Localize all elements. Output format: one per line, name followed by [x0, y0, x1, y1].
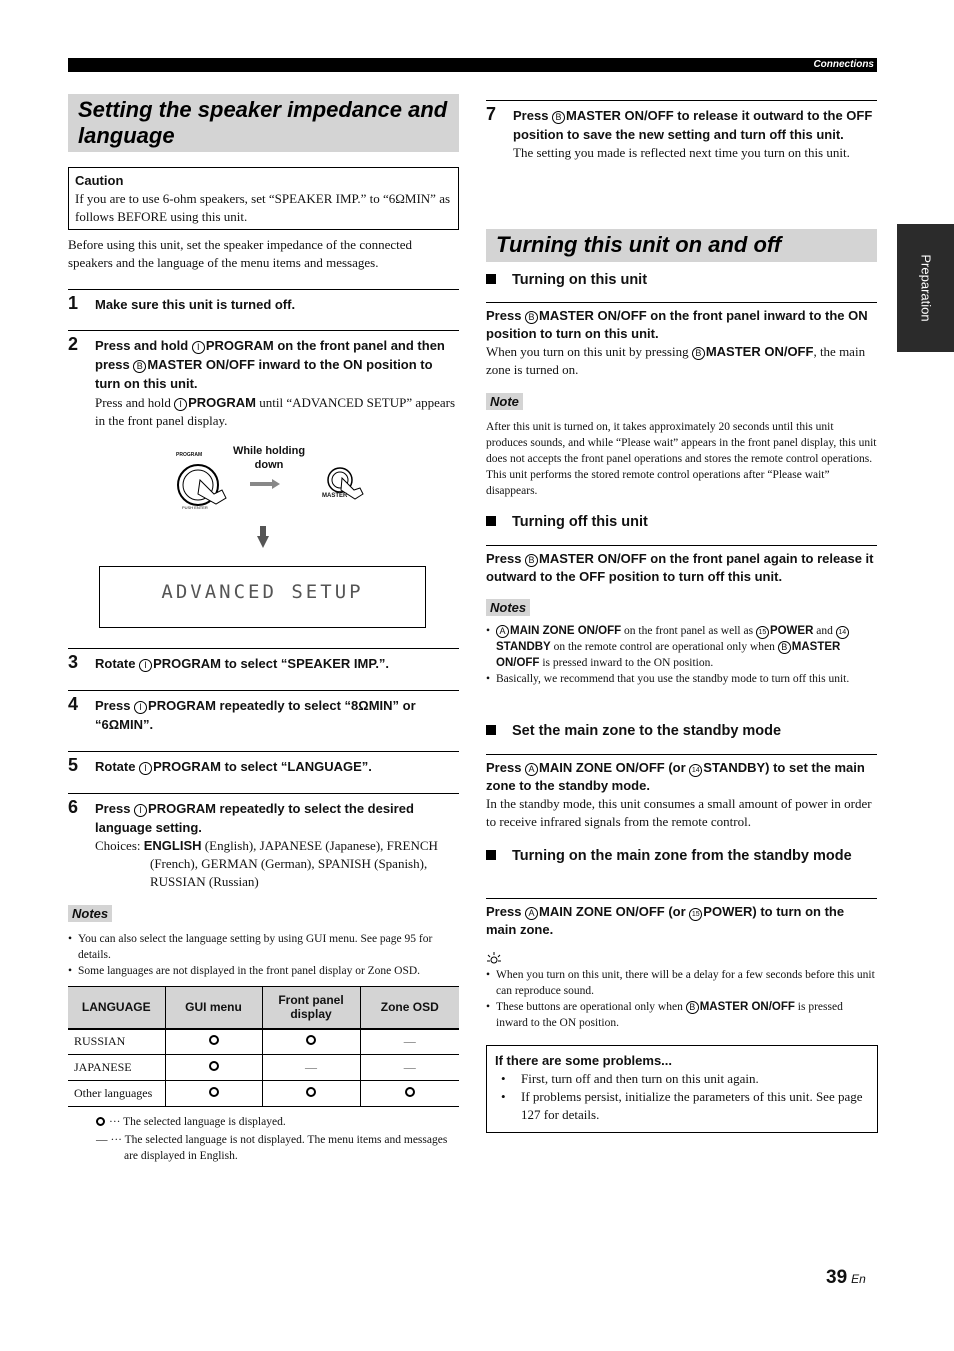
master-key-icon: B — [686, 1001, 699, 1014]
table-body — [68, 1029, 459, 1107]
divider — [486, 545, 877, 546]
step-number: 5 — [68, 755, 79, 775]
subheading-turning-on — [486, 271, 877, 290]
caution-title: Caution — [75, 173, 124, 188]
table-header: Front panel display — [262, 987, 360, 1029]
problem-item: • First, turn off and then turn on this unit again. — [501, 1070, 869, 1088]
header-bar — [68, 58, 877, 72]
standby-key-label: STANDBY — [496, 641, 551, 653]
program-key-label: PROGRAM — [205, 338, 274, 353]
subheading-turning-off — [486, 513, 877, 532]
holding-label: While holding down — [232, 445, 306, 471]
text: until “ADVANCED SETUP” appears in the front panel display. — [95, 395, 456, 428]
tip-lightbulb-icon — [486, 951, 502, 967]
square-bullet-icon — [486, 725, 496, 735]
text: to select “SPEAKER IMP.”. — [220, 656, 390, 671]
choices-label: Choices: — [95, 838, 144, 853]
text: inward to the ON position to turn on this unit. — [95, 357, 433, 391]
choice-english: ENGLISH — [143, 838, 202, 853]
text: is pressed inward to the ON position. — [496, 1001, 843, 1029]
note-label: Note — [486, 393, 523, 410]
text: Rotate — [95, 759, 140, 774]
left-section-heading — [68, 94, 459, 152]
step-title — [95, 331, 459, 393]
power-key-icon: 15 — [689, 908, 702, 921]
master-key-label: MASTER ON/OFF — [496, 641, 841, 669]
dash-icon: — — [305, 1060, 317, 1074]
dash-icon: — — [403, 1060, 416, 1074]
standby-key-icon: 14 — [689, 764, 702, 777]
subheading-standby — [486, 722, 877, 741]
left-notes — [68, 905, 459, 979]
power-key-icon: 15 — [756, 626, 769, 639]
text: on the front panel inward to the ON position to turn on this unit. — [486, 308, 868, 341]
notes-label: Notes — [486, 599, 530, 616]
text: on the remote control are operational only when — [550, 641, 778, 653]
table-cell — [360, 1029, 459, 1055]
table-cell-language: JAPANESE — [68, 1055, 165, 1081]
master-key-label: MASTER ON/OFF — [539, 308, 647, 323]
right-section-title: Turning this unit on and off — [496, 232, 782, 257]
table-legend — [96, 1114, 459, 1164]
tip-item — [486, 999, 877, 1031]
problems-list — [501, 1070, 869, 1124]
table-cell — [262, 1029, 360, 1055]
subheading-from-standby — [486, 847, 877, 866]
text: Press — [486, 760, 526, 775]
program-key-label: PROGRAM — [188, 395, 256, 410]
table-header: LANGUAGE — [68, 987, 165, 1029]
table-cell — [165, 1081, 262, 1107]
text: , the main zone is turned on. — [486, 344, 866, 377]
text: on the front panel again to release it outward to the OFF position to turn off this unit. — [486, 551, 874, 584]
program-key-label: PROGRAM — [153, 759, 221, 774]
text: These buttons are operational only when — [496, 1001, 686, 1013]
note-item: • Some languages are not displayed in the front panel display or Zone OSD. — [68, 963, 459, 979]
step-title — [95, 696, 459, 734]
instruction — [486, 759, 877, 795]
program-key-icon: I — [139, 659, 152, 672]
notes-list — [68, 931, 459, 979]
program-key-icon: I — [134, 804, 147, 817]
text: Press — [513, 108, 553, 123]
problem-item: • If problems persist, initialize the parameters of this unit. See page 127 for details. — [501, 1088, 869, 1124]
tips-list — [486, 967, 877, 1031]
master-key-icon: B — [525, 554, 538, 567]
subheading-text: Turning on this unit — [512, 272, 648, 288]
step-2 — [68, 330, 459, 430]
text: Press — [486, 551, 526, 566]
note-text: After this unit is turned on, it takes approximately 20 seconds until this unit produces sounds, and while “Please wait” appears in the front panel display, this unit does not accepts the front panel operations and stores the remote control operations. This unit performs the stored remote control operations after “Please wait” disappears. — [486, 421, 877, 497]
step-title — [95, 794, 459, 837]
master-key-label: MASTER ON/OFF — [699, 1001, 795, 1013]
note-item: • Basically, we recommend that you use the standby mode to turn off this unit. — [486, 671, 877, 687]
legend-item — [96, 1132, 459, 1164]
text: Press — [486, 904, 526, 919]
table-cell — [360, 1081, 459, 1107]
lcd-text: ADVANCED SETUP — [161, 581, 364, 603]
main-zone-key-label: MAIN ZONE ON/OFF — [539, 904, 665, 919]
from-standby-block — [486, 903, 877, 1031]
side-tab-label: Preparation — [918, 254, 933, 322]
step-title — [95, 757, 372, 776]
table-cell-language: RUSSIAN — [68, 1029, 165, 1055]
section-name: Connections — [813, 59, 874, 70]
text: Press — [95, 698, 135, 713]
table-cell — [165, 1055, 262, 1081]
divider — [486, 302, 877, 303]
page-footer — [826, 1267, 866, 1289]
program-key-icon: I — [134, 701, 147, 714]
description: In the standby mode, this unit consumes a small amount of power in order to receive infrared signals from the remote control. — [486, 796, 872, 829]
problems-title: If there are some problems... — [495, 1053, 673, 1068]
master-key-icon: B — [552, 111, 565, 124]
circle-icon — [209, 1087, 219, 1097]
turning-on-block — [486, 307, 877, 499]
table-row — [68, 1029, 459, 1055]
master-key-icon: B — [692, 347, 705, 360]
text: on the front panel and then press — [95, 338, 445, 372]
left-section-title: Setting the speaker impedance and language — [78, 97, 448, 148]
table-row — [68, 1081, 459, 1107]
circle-icon — [405, 1087, 415, 1097]
standby-key-label: STANDBY — [703, 760, 766, 775]
legend-text: ··· The selected language is not displayed. The menu items and messages are displayed in English. — [110, 1134, 448, 1162]
program-label: PROGRAM — [176, 452, 203, 458]
instruction — [486, 903, 877, 939]
main-zone-key-icon: A — [525, 763, 538, 776]
table-cell — [165, 1029, 262, 1055]
text: repeatedly to select the desired language setting. — [95, 801, 414, 835]
text: Press — [486, 308, 526, 323]
subheading-text: Set the main zone to the standby mode — [512, 723, 782, 739]
right-section-heading — [486, 229, 877, 262]
front-panel-figure — [160, 440, 390, 555]
intro-text: Before using this unit, set the speaker impedance of the connected speakers and the language of the menu items and messages. — [68, 237, 413, 270]
text: Press — [95, 801, 135, 816]
dash-icon: — — [403, 1034, 416, 1049]
program-key-icon: I — [192, 341, 205, 354]
choices-rest: (English), JAPANESE (Japanese), FRENCH (French), GERMAN (German), SPANISH (Spanish), RUSSIAN (Russian) — [150, 838, 438, 889]
instruction — [486, 307, 877, 343]
step-5 — [68, 751, 459, 783]
table-header: GUI menu — [165, 987, 262, 1029]
step-title: Make sure this unit is turned off. — [95, 297, 296, 312]
text: (or — [664, 904, 690, 919]
text: Rotate — [95, 656, 140, 671]
dash-icon: — — [96, 1134, 108, 1146]
step-number: 1 — [68, 293, 79, 313]
program-key-icon: I — [139, 762, 152, 775]
table-header: Zone OSD — [360, 987, 459, 1029]
square-bullet-icon — [486, 274, 496, 284]
master-key-label: MASTER ON/OFF — [539, 551, 647, 566]
master-key-icon: B — [133, 360, 146, 373]
square-bullet-icon — [486, 850, 496, 860]
text: ) to turn on the main zone. — [486, 904, 845, 937]
page-number: 39 — [826, 1267, 848, 1288]
main-zone-key-label: MAIN ZONE ON/OFF — [510, 625, 622, 637]
circle-icon — [209, 1061, 219, 1071]
caution-box — [68, 167, 459, 230]
circle-icon — [306, 1087, 316, 1097]
circle-icon — [306, 1035, 316, 1045]
side-tab — [897, 224, 954, 352]
master-key-icon: B — [525, 311, 538, 324]
page-lang: En — [851, 1272, 866, 1286]
table-cell — [360, 1055, 459, 1081]
main-zone-key-label: MAIN ZONE ON/OFF — [539, 760, 665, 775]
step-number: 3 — [68, 652, 79, 672]
power-key-label: POWER — [769, 625, 814, 637]
step-number: 4 — [68, 694, 79, 714]
language-table-wrap — [68, 986, 459, 1107]
language-table — [68, 986, 459, 1107]
master-key-icon: B — [778, 641, 791, 654]
legend-item — [96, 1114, 459, 1130]
notes-label: Notes — [68, 905, 112, 922]
main-zone-key-icon: A — [496, 625, 509, 638]
description — [486, 343, 877, 379]
divider — [486, 898, 877, 899]
program-key-label: PROGRAM — [153, 656, 221, 671]
step-number: 2 — [68, 334, 79, 354]
master-key-label: MASTER ON/OFF — [147, 357, 255, 372]
step-6 — [68, 793, 459, 891]
step-number: 6 — [68, 797, 79, 817]
standby-block — [486, 759, 877, 831]
text: Press and hold — [95, 338, 192, 353]
step-number: 7 — [486, 104, 497, 124]
text: Press and hold — [95, 395, 175, 410]
note-item: • You can also select the language setting by using GUI menu. See page 95 for details. — [68, 931, 459, 963]
program-key-label: PROGRAM — [148, 698, 216, 713]
step-title — [95, 654, 389, 673]
standby-key-icon: 14 — [836, 626, 849, 639]
master-label: MASTER — [322, 493, 348, 499]
text: on the front panel as well as — [621, 625, 756, 637]
text: and — [813, 625, 836, 637]
text: ) to set the main zone to the standby mode. — [486, 760, 865, 793]
text: When you turn on this unit by pressing — [486, 344, 692, 359]
legend-text: ··· The selected language is displayed. — [109, 1116, 286, 1128]
text: to select “LANGUAGE”. — [220, 759, 372, 774]
step-1 — [68, 289, 459, 319]
step-3 — [68, 648, 459, 680]
text: to release it outward to the OFF position to save the new setting and turn off this unit. — [513, 108, 873, 142]
step-4 — [68, 690, 459, 740]
lcd-display — [99, 566, 426, 628]
step-title — [513, 101, 877, 144]
subheading-text: Turning on the main zone from the standby mode — [512, 848, 852, 864]
square-bullet-icon — [486, 516, 496, 526]
master-key-label: MASTER ON/OFF — [566, 108, 674, 123]
table-cell — [262, 1081, 360, 1107]
tip-icon-wrap — [486, 951, 877, 967]
power-key-label: POWER — [703, 904, 753, 919]
main-zone-key-icon: A — [525, 907, 538, 920]
notes-list — [486, 623, 877, 687]
tip-item: • When you turn on this unit, there will be a delay for a few seconds before this unit can reproduce sound. — [486, 967, 877, 999]
text: (or — [664, 760, 690, 775]
master-key-label: MASTER ON/OFF — [705, 344, 814, 359]
table-header-row — [68, 987, 459, 1029]
text: is pressed inward to the ON position. — [539, 657, 714, 669]
step-desc — [95, 394, 459, 430]
turning-off-block — [486, 550, 877, 687]
table-cell-language: Other languages — [68, 1081, 165, 1107]
subheading-text: Turning off this unit — [512, 514, 648, 530]
step-desc: The setting you made is reflected next time you turn on this unit. — [513, 145, 850, 160]
instruction — [486, 550, 877, 586]
step-7 — [486, 100, 877, 162]
table-row — [68, 1055, 459, 1081]
caution-text: If you are to use 6-ohm speakers, set “SPEAKER IMP.” to “6ΩMIN” as follows BEFORE using this unit. — [75, 191, 451, 224]
program-key-label: PROGRAM — [148, 801, 216, 816]
problems-box — [486, 1045, 878, 1133]
push-enter-label: PUSH ENTER — [182, 505, 208, 510]
program-key-icon: I — [174, 398, 187, 411]
circle-icon — [96, 1117, 105, 1126]
note-item — [486, 623, 877, 671]
circle-icon — [209, 1035, 219, 1045]
table-cell — [262, 1055, 360, 1081]
text: repeatedly to select “8ΩMIN” or “6ΩMIN”. — [95, 698, 416, 732]
choices-text — [95, 837, 459, 891]
divider — [486, 754, 877, 755]
